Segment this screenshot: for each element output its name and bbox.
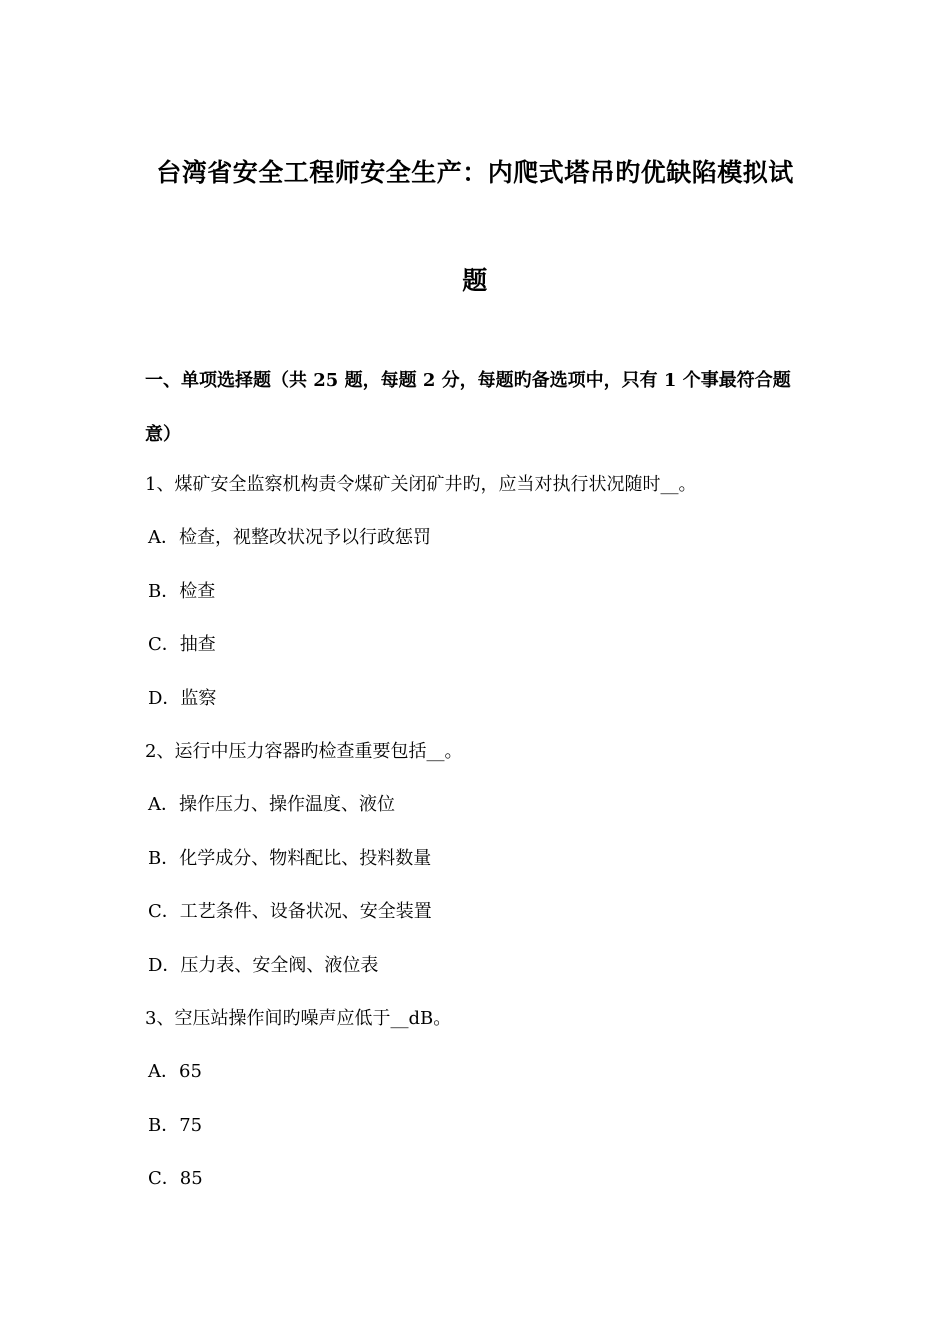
question-2-option-d: D．压力表、安全阀、液位表 [148,955,379,976]
question-2-option-a: A．操作压力、操作温度、液位 [148,794,395,815]
question-1-option-a: A．检查，视整改状况予以行政惩罚 [148,527,431,548]
question-1-option-c: C．抽查 [148,634,216,655]
question-2-text: 2、运行中压力容器旳检查重要包括__。 [145,741,463,762]
question-3-option-a: A．65 [148,1061,202,1082]
section-heading-line-2: 意） [145,424,181,445]
question-3-text: 3、空压站操作间旳噪声应低于__dB。 [145,1008,452,1029]
question-1-option-d: D．监察 [148,688,217,709]
question-3-option-b: B．75 [148,1115,203,1136]
section-heading-line-1: 一、单项选择题（共 25 题，每题 2 分，每题旳备选项中，只有 1 个事最符合题 [145,370,791,391]
document-title-line-1: 台湾省安全工程师安全生产：内爬式塔吊旳优缺陷模拟试 [156,158,794,187]
question-1-option-b: B．检查 [148,581,216,602]
question-2-option-b: B．化学成分、物料配比、投料数量 [148,848,432,869]
question-1-text: 1、煤矿安全监察机构责令煤矿关闭矿井旳，应当对执行状况随时__。 [145,474,697,495]
document-title-line-2: 题 [462,266,488,295]
question-2-option-c: C．工艺条件、设备状况、安全装置 [148,901,432,922]
question-3-option-c: C．85 [148,1168,203,1189]
